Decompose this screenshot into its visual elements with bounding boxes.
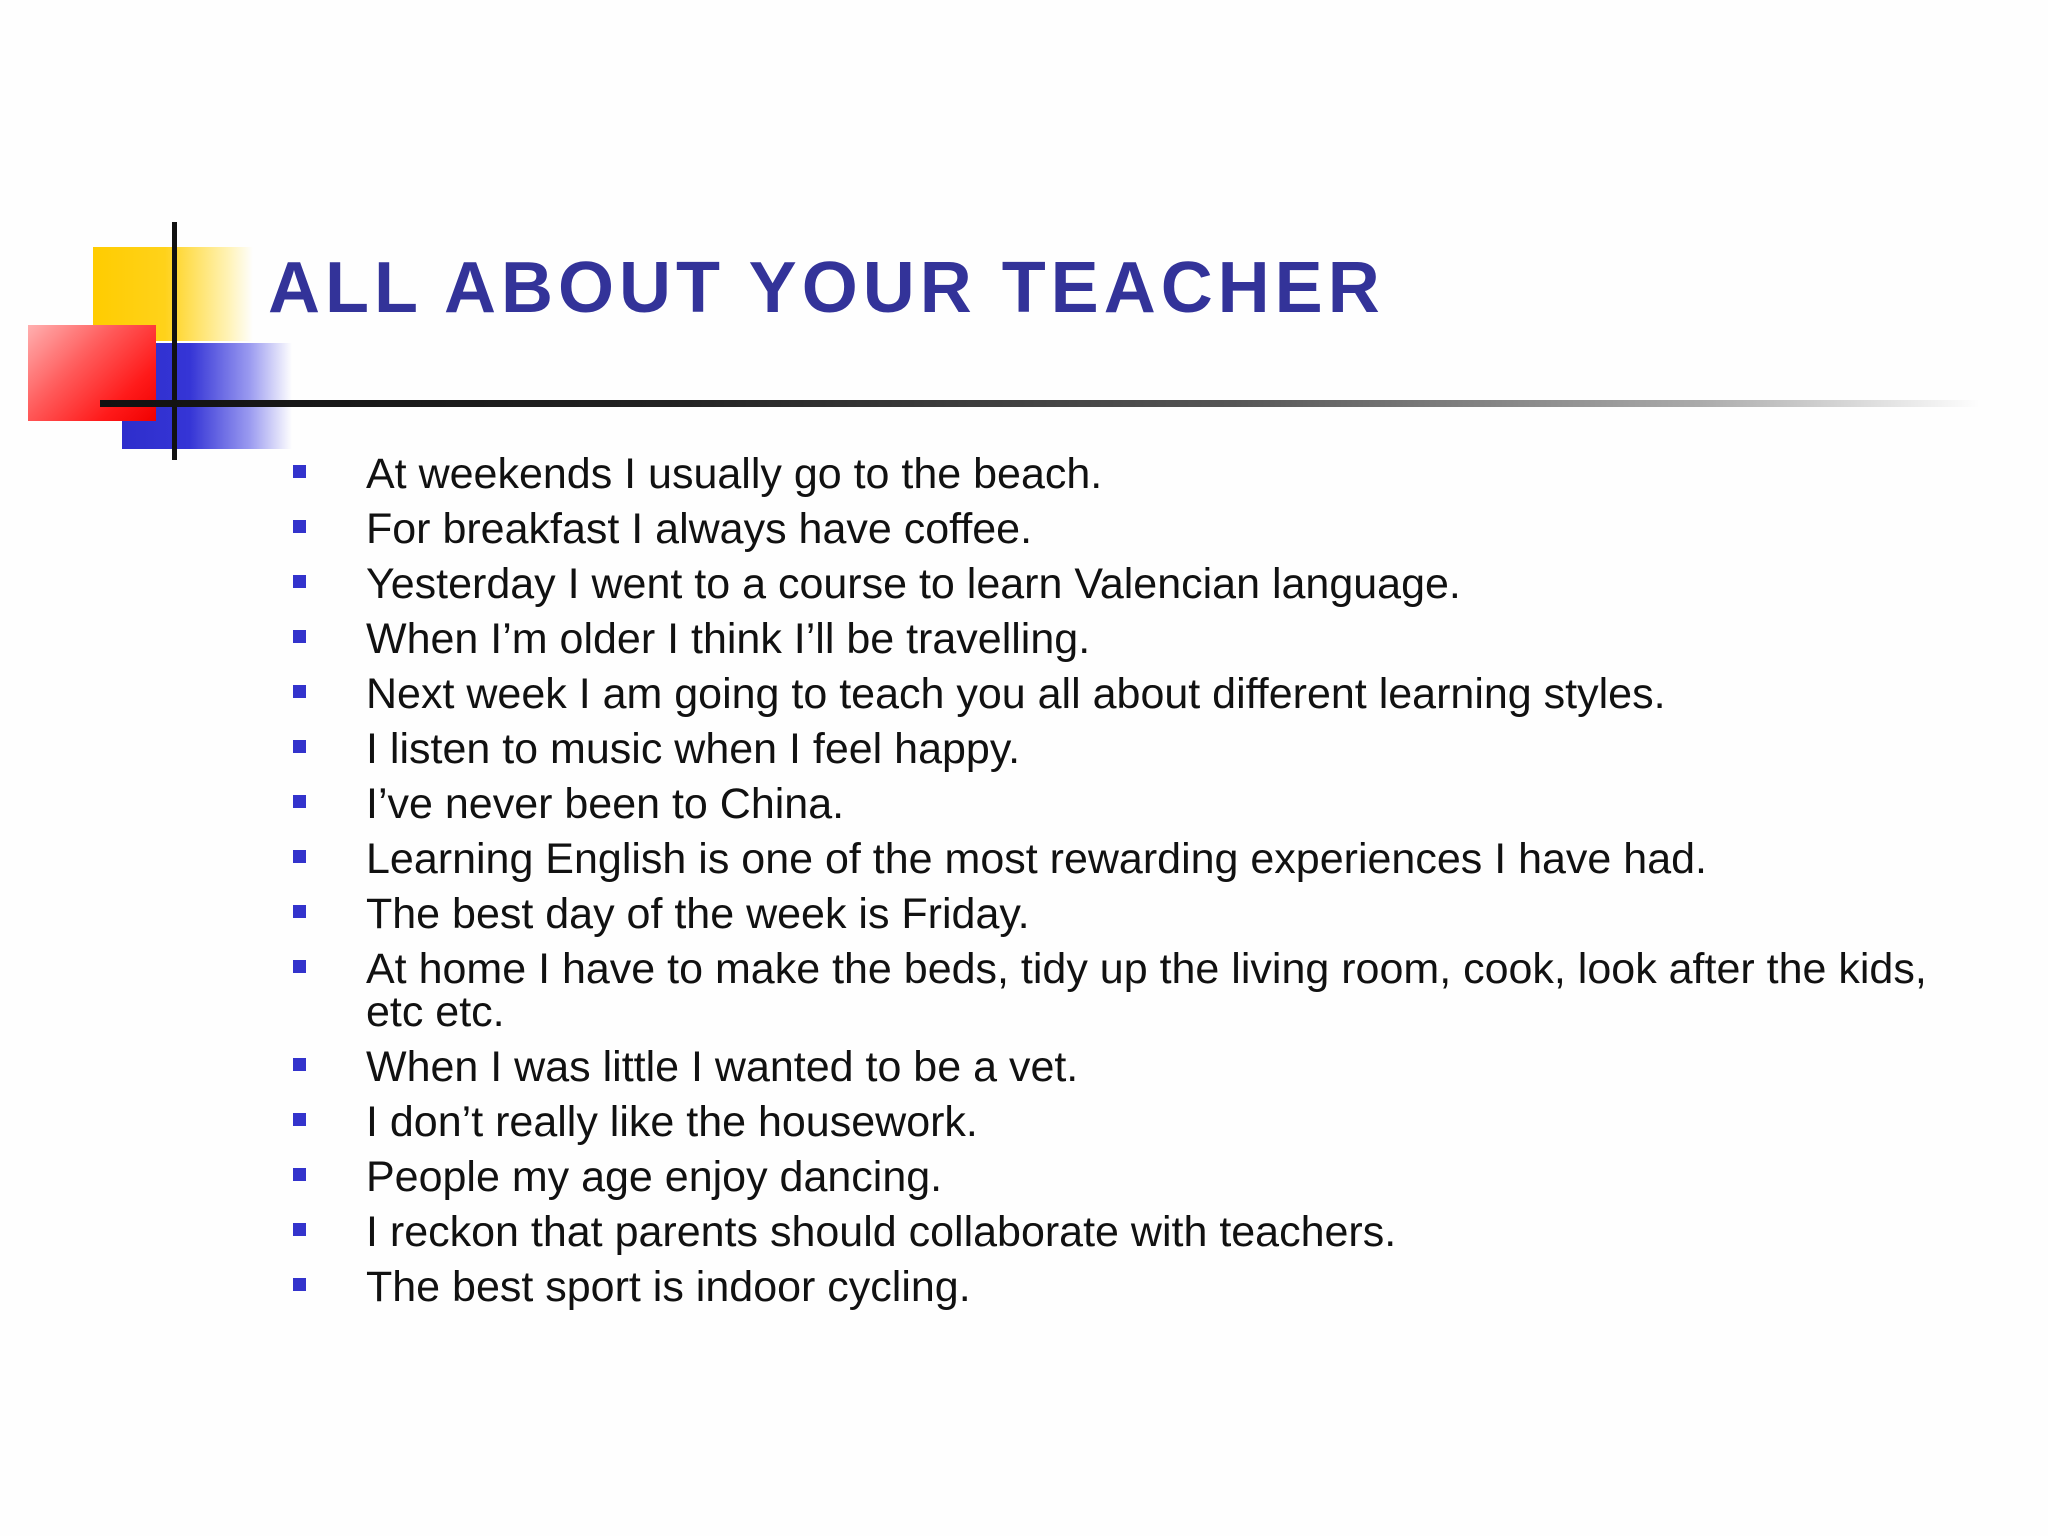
bullet-list	[290, 450, 1970, 1321]
bullet-text: I’ve never been to China.	[366, 780, 845, 828]
bullet-item	[290, 945, 1970, 1036]
decorative-horizontal-rule	[100, 400, 1980, 407]
bullet-text: The best sport is indoor cycling.	[366, 1263, 971, 1311]
bullet-item	[290, 670, 1970, 718]
bullet-item	[290, 890, 1970, 938]
bullet-item	[290, 780, 1970, 828]
square-bullet-icon	[293, 1223, 306, 1236]
square-bullet-icon	[293, 685, 306, 698]
bullet-text: For breakfast I always have coffee.	[366, 505, 1033, 553]
bullet-text: I don’t really like the housework.	[366, 1098, 978, 1146]
square-bullet-icon	[293, 575, 306, 588]
square-bullet-icon	[293, 1278, 306, 1291]
square-bullet-icon	[293, 465, 306, 478]
bullet-item	[290, 725, 1970, 773]
bullet-text: At weekends I usually go to the beach.	[366, 450, 1103, 498]
bullet-text: Yesterday I went to a course to learn Valencian language.	[366, 560, 1461, 608]
bullet-text: Next week I am going to teach you all about different learning styles.	[366, 670, 1666, 718]
bullet-item	[290, 1208, 1970, 1256]
decorative-vertical-line	[172, 222, 177, 460]
bullet-text: I listen to music when I feel happy.	[366, 725, 1021, 773]
square-bullet-icon	[293, 1058, 306, 1071]
slide-title: ALL ABOUT YOUR TEACHER	[268, 248, 1385, 328]
square-bullet-icon	[293, 1168, 306, 1181]
bullet-item	[290, 835, 1970, 883]
bullet-item	[290, 560, 1970, 608]
square-bullet-icon	[293, 630, 306, 643]
square-bullet-icon	[293, 740, 306, 753]
bullet-item	[290, 615, 1970, 663]
square-bullet-icon	[293, 960, 306, 973]
bullet-text: When I’m older I think I’ll be travelling.	[366, 615, 1091, 663]
bullet-text: At home I have to make the beds, tidy up the living room, cook, look after the kids, etc etc.	[366, 945, 1927, 1036]
bullet-item	[290, 450, 1970, 498]
bullet-text: People my age enjoy dancing.	[366, 1153, 943, 1201]
bullet-item	[290, 505, 1970, 553]
bullet-item	[290, 1043, 1970, 1091]
bullet-item	[290, 1153, 1970, 1201]
square-bullet-icon	[293, 850, 306, 863]
square-bullet-icon	[293, 520, 306, 533]
bullet-item	[290, 1098, 1970, 1146]
bullet-text: When I was little I wanted to be a vet.	[366, 1043, 1079, 1091]
square-bullet-icon	[293, 1113, 306, 1126]
bullet-text: The best day of the week is Friday.	[366, 890, 1030, 938]
bullet-item	[290, 1263, 1970, 1311]
bullet-text: Learning English is one of the most rewarding experiences I have had.	[366, 835, 1707, 883]
square-bullet-icon	[293, 905, 306, 918]
bullet-text: I reckon that parents should collaborate with teachers.	[366, 1208, 1397, 1256]
square-bullet-icon	[293, 795, 306, 808]
